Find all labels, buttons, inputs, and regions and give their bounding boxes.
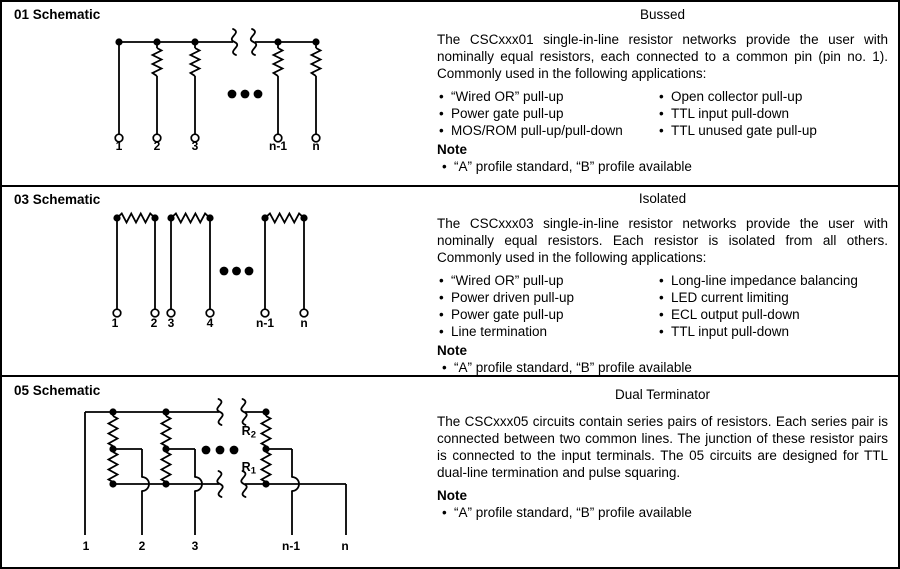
note-label: Note bbox=[437, 343, 467, 358]
pin-label: 4 bbox=[206, 316, 214, 330]
bussed-schematic-diagram bbox=[2, 2, 432, 185]
pin-label: 3 bbox=[191, 539, 199, 553]
section-title: 03 Schematic bbox=[14, 192, 101, 207]
section-title: 01 Schematic bbox=[14, 7, 101, 22]
note-item: • “A” profile standard, “B” profile available bbox=[437, 158, 888, 175]
pin-terminals bbox=[115, 134, 320, 142]
section-text-column bbox=[437, 190, 888, 376]
pin-label: n-1 bbox=[282, 539, 300, 553]
pin-label: n bbox=[300, 316, 308, 330]
bullet-item: • Long-line impedance balancing bbox=[657, 272, 858, 289]
note-item: • “A” profile standard, “B” profile available bbox=[437, 359, 888, 376]
pin-label: 2 bbox=[138, 539, 146, 553]
pin-label: n bbox=[341, 539, 349, 553]
break-symbol bbox=[217, 471, 246, 497]
bullet-item: • Power driven pull-up bbox=[437, 289, 657, 306]
pin-label: 2 bbox=[153, 139, 161, 153]
bullet-item: • Line termination bbox=[437, 323, 657, 340]
bullet-item: • “Wired OR” pull-up bbox=[437, 272, 657, 289]
ellipsis-dots bbox=[202, 446, 239, 455]
section-paragraph: The CSCxxx05 circuits contain series pairs of resistors. Each series pair is connected between two common lines. The junction of these resistor pairs is connected to the input terminals. The 05 circuits are designed for TTL dual-line termination and pulse squaring. bbox=[437, 414, 888, 480]
pin-label: 1 bbox=[115, 139, 123, 153]
section-03-isolated bbox=[2, 185, 898, 375]
bullet-item: • ECL output pull-down bbox=[657, 306, 858, 323]
ellipsis-dots bbox=[228, 90, 263, 99]
pin-label: 3 bbox=[167, 316, 175, 330]
resistor-label-r1: $R_1$ bbox=[241, 460, 256, 477]
pin-label: 1 bbox=[82, 539, 90, 553]
bullet-item: • TTL input pull-down bbox=[657, 323, 858, 340]
dual-terminator-schematic-diagram bbox=[2, 377, 432, 567]
pin-label: 1 bbox=[111, 316, 119, 330]
pin-wires bbox=[117, 218, 304, 309]
bullet-item: • MOS/ROM pull-up/pull-down bbox=[437, 122, 657, 139]
section-text-column bbox=[437, 386, 888, 521]
resistor-symbol bbox=[191, 42, 200, 134]
bullet-item: • LED current limiting bbox=[657, 289, 858, 306]
pin-label: n-1 bbox=[256, 316, 274, 330]
bullet-item: • TTL input pull-down bbox=[657, 105, 817, 122]
series-resistor-pair bbox=[162, 408, 196, 487]
section-05-dual-terminator bbox=[2, 375, 898, 567]
isolated-schematic-diagram bbox=[2, 187, 432, 375]
application-bullets bbox=[437, 272, 888, 340]
note-item: • “A” profile standard, “B” profile available bbox=[437, 504, 888, 521]
pin-label: n-1 bbox=[269, 139, 287, 153]
resistor-symbol bbox=[171, 214, 210, 223]
resistor-symbol bbox=[312, 42, 321, 134]
section-heading: Bussed bbox=[639, 7, 686, 22]
resistor-symbol bbox=[265, 214, 304, 223]
pin-wire-with-hop bbox=[142, 449, 149, 535]
pin-wire-with-hop bbox=[292, 449, 299, 535]
resistor-symbol bbox=[153, 42, 162, 134]
ellipsis-dots bbox=[220, 267, 254, 276]
resistor-symbol bbox=[274, 42, 283, 134]
section-heading: Isolated bbox=[638, 191, 687, 206]
section-paragraph: The CSCxxx01 single-in-line resistor networks provide the user with nominally equal resistors, each connected to a common pin (pin no. 1). Commonly used in the following applications: bbox=[437, 32, 888, 81]
break-symbol bbox=[232, 29, 256, 55]
section-paragraph: The CSCxxx03 single-in-line resistor networks provide the user with nominally equal resistors. Each resistor is isolated from all others. Commonly used in the following applications: bbox=[437, 216, 888, 265]
bullet-item: • Power gate pull-up bbox=[437, 306, 657, 323]
pin-label: 2 bbox=[150, 316, 158, 330]
section-text-column bbox=[437, 6, 888, 175]
pin-label: n bbox=[312, 139, 320, 153]
section-heading: Dual Terminator bbox=[614, 387, 711, 402]
bullet-item: • TTL unused gate pull-up bbox=[657, 122, 817, 139]
section-title: 05 Schematic bbox=[14, 383, 101, 398]
note-label: Note bbox=[437, 488, 467, 503]
bullet-item: • Open collector pull-up bbox=[657, 88, 817, 105]
bullet-item: • Power gate pull-up bbox=[437, 105, 657, 122]
break-symbol bbox=[217, 399, 246, 425]
series-resistor-pair bbox=[109, 408, 143, 487]
application-bullets bbox=[437, 88, 888, 139]
note-label: Note bbox=[437, 142, 467, 157]
pin-label: 3 bbox=[191, 139, 199, 153]
series-resistor-pair bbox=[262, 408, 293, 487]
bullet-item: • “Wired OR” pull-up bbox=[437, 88, 657, 105]
resistor-label-r2: $R_2$ bbox=[241, 424, 256, 441]
pin-wire-with-hop bbox=[195, 449, 202, 535]
resistor-symbol bbox=[117, 214, 155, 223]
section-01-bussed bbox=[2, 2, 898, 185]
